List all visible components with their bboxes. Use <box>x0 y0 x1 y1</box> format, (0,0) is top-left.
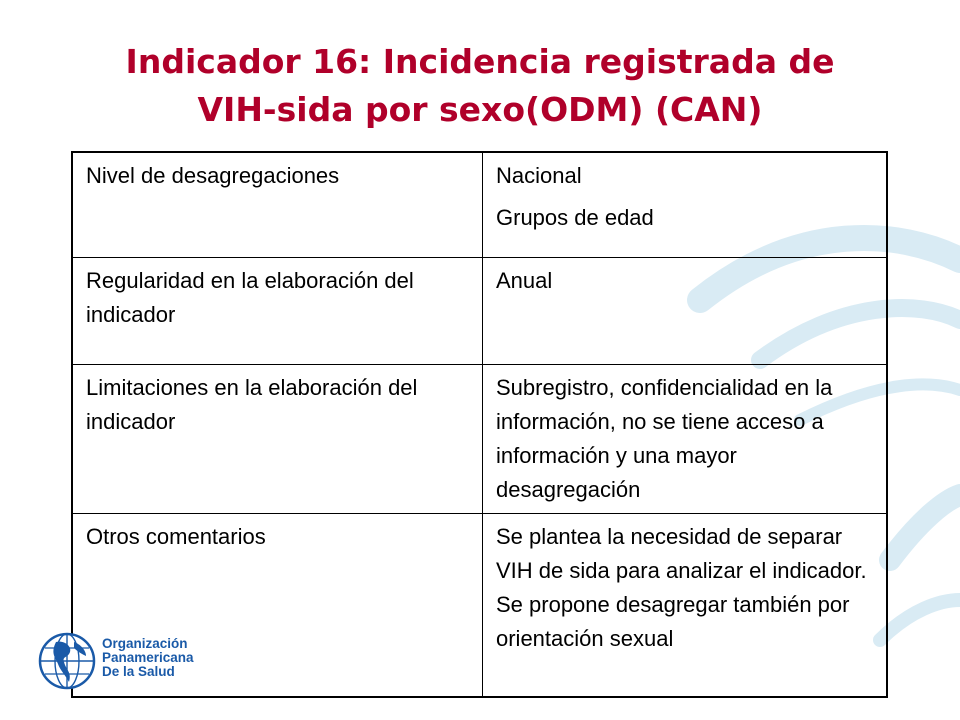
org-name <box>102 637 194 679</box>
table-row <box>72 365 887 514</box>
paho-logo <box>36 630 236 694</box>
row-value: Anual <box>483 258 888 365</box>
paho-globe-icon <box>36 630 98 692</box>
indicator-table <box>71 151 888 698</box>
table-row <box>72 258 887 365</box>
table-row <box>72 152 887 258</box>
value-line: Grupos de edad <box>496 205 654 230</box>
org-name-line-2: Panamericana <box>102 650 194 665</box>
row-value: Se plantea la necesidad de separar VIH de sida para analizar el indicador. Se propone desagregar también por orientación sexual <box>483 514 888 698</box>
org-name-line-3: De la Salud <box>102 664 175 679</box>
row-label: Otros comentarios <box>72 514 483 698</box>
title-line-1: Indicador 16: Incidencia registrada de <box>125 42 835 81</box>
slide-title <box>40 38 920 134</box>
value-line: Nacional <box>496 163 582 188</box>
row-value <box>483 152 888 258</box>
row-label: Limitaciones en la elaboración del indicador <box>72 365 483 514</box>
row-value: Subregistro, confidencialidad en la información, no se tiene acceso a información y una mayor desagregación <box>483 365 888 514</box>
org-name-line-1: Organización <box>102 636 188 651</box>
row-label: Nivel de desagregaciones <box>72 152 483 258</box>
row-label: Regularidad en la elaboración del indicador <box>72 258 483 365</box>
title-line-2: VIH-sida por sexo(ODM) (CAN) <box>197 90 763 129</box>
